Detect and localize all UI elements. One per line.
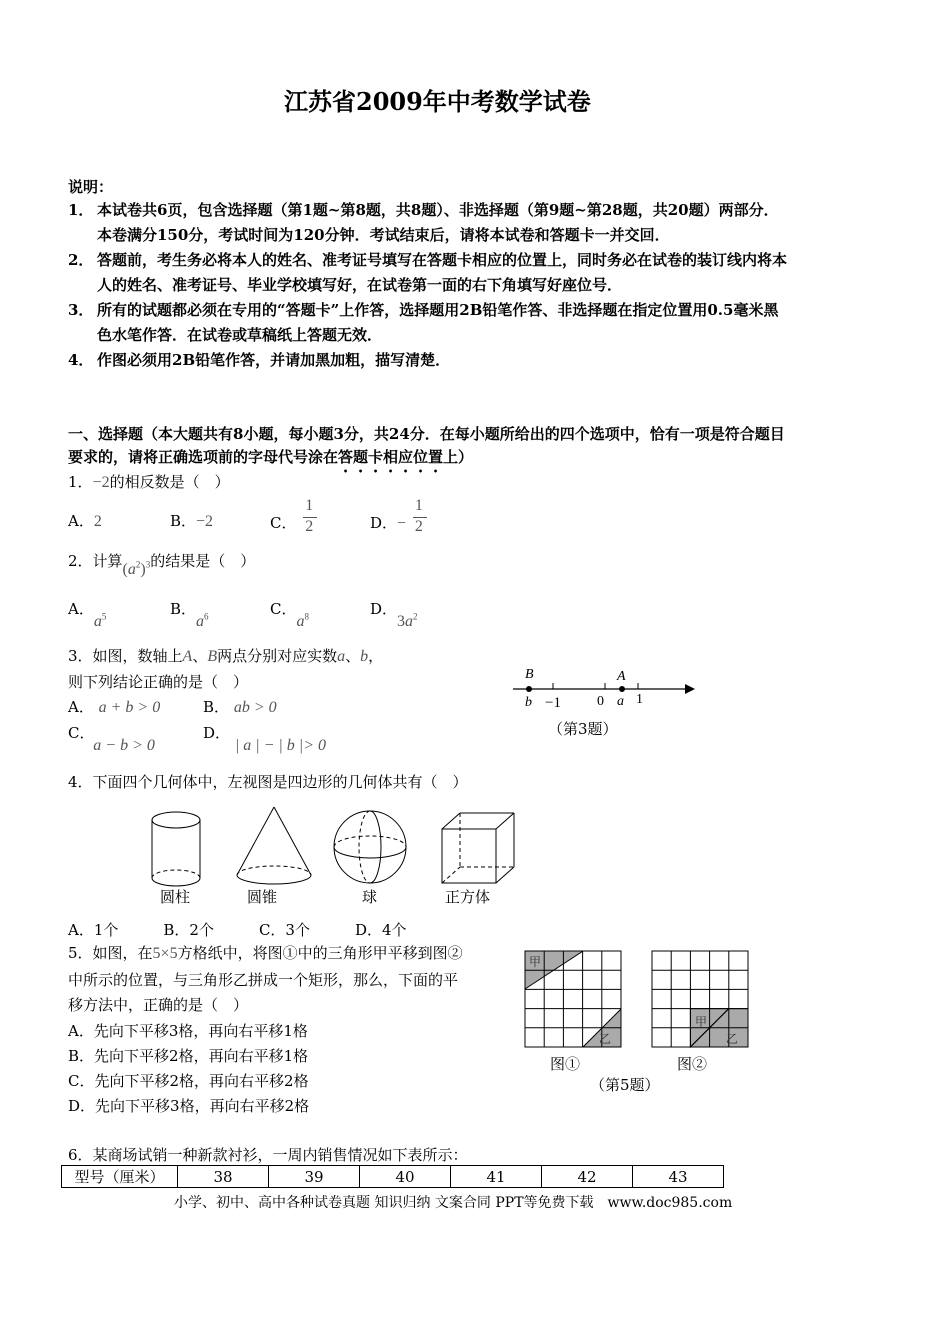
note-line: 本卷满分150分，考试时间为120分钟．考试结束后，请将本试卷和答题卡一并交回． — [97, 226, 670, 244]
note-line: 人的姓名、准考证号、毕业学校填写好，在试卷第一面的右下角填写好座位号． — [97, 276, 623, 294]
label-jia: 甲 — [529, 955, 542, 969]
section-heading-text: 上） — [443, 448, 474, 466]
note-line: 色水笔作答．在试卷或草稿纸上答题无效． — [97, 326, 383, 344]
question-6-stem: 6．某商场试销一种新款衬衫，一周内销售情况如下表所示： — [68, 1146, 468, 1164]
table-cell: 43 — [633, 1166, 724, 1188]
note-num: 1． — [68, 201, 94, 219]
tick-label-minus-one: −1 — [545, 695, 561, 711]
option-value: | a | − | b |> 0 — [234, 737, 326, 754]
cylinder-shape — [152, 812, 200, 886]
table-cell: 42 — [542, 1166, 633, 1188]
question-5-stem-line2: 中所示的位置，与三角形乙拼成一个矩形，那么，下面的平 — [68, 971, 459, 989]
shape-label: 圆锥 — [247, 888, 278, 906]
shape-label: 球 — [362, 888, 378, 906]
option-label: D． — [370, 600, 398, 618]
option-value: ab > 0 — [233, 699, 277, 716]
grid-figure-1 — [524, 950, 624, 1050]
option-label: C． — [270, 600, 297, 618]
question-2-stem — [68, 550, 256, 578]
label-yi: 乙 — [726, 1032, 739, 1046]
cube-shape — [442, 813, 514, 883]
tick-label-zero: 0 — [597, 694, 604, 709]
emphasis-text: 答题卡相应位置 — [338, 448, 444, 466]
q3-option-a[interactable] — [68, 696, 160, 717]
q1-option-b[interactable] — [170, 510, 213, 531]
option-label: C． — [270, 514, 297, 532]
sphere-shape — [334, 811, 406, 883]
q2-option-c[interactable] — [270, 598, 309, 630]
tick-label-one: 1 — [636, 692, 643, 707]
figure-label: 图① — [550, 1055, 581, 1073]
label-a: a — [617, 694, 624, 709]
q1-option-a[interactable] — [68, 510, 102, 531]
note-num: 3． — [68, 301, 94, 319]
math-expression: $(a^2)^3$ — [122, 559, 151, 578]
q1-option-c[interactable] — [270, 497, 319, 542]
notes-heading: 说明： — [68, 178, 114, 196]
math-var: B — [207, 648, 218, 665]
label-jia: 甲 — [695, 1015, 708, 1029]
note-line: 本试卷共6页，包含选择题（第1题~第8题，共8题）、非选择题（第9题~第28题，共20题）两部分． — [97, 201, 779, 219]
point-a-dot — [619, 686, 625, 692]
option-label: A． — [68, 512, 94, 530]
option-label: B． — [170, 512, 197, 530]
question-5-stem-line3: 移方法中，正确的是（ ） — [68, 996, 249, 1014]
fraction-numerator: 1 — [305, 497, 314, 514]
q3-option-b[interactable] — [203, 696, 277, 717]
axis-arrow — [685, 684, 695, 694]
math-var: a — [337, 648, 346, 665]
q5-option-a[interactable]: A．先向下平移3格，再向右平移1格 — [68, 1022, 308, 1040]
option-label: C． — [68, 724, 95, 742]
option-label: D． — [203, 724, 231, 742]
question-text: 2．计算 — [68, 552, 123, 570]
q2-option-b[interactable] — [170, 598, 209, 630]
question-text: 、 — [345, 647, 361, 665]
table-cell: 38 — [178, 1166, 269, 1188]
fraction-numerator: 1 — [414, 497, 423, 514]
q2-option-d[interactable] — [370, 598, 418, 630]
note-line: 作图必须用2B铅笔作答，并请加黑加粗，描写清楚． — [97, 351, 451, 369]
option-label: A． — [68, 600, 94, 618]
q5-option-c[interactable]: C．先向下平移2格，再向右平移2格 — [68, 1072, 309, 1090]
shape-label: 圆柱 — [160, 888, 191, 906]
table-header-cell: 型号（厘米） — [62, 1166, 178, 1188]
math-expression: −2 — [92, 474, 110, 491]
point-b-dot — [526, 686, 532, 692]
q2-option-a[interactable] — [68, 598, 107, 630]
option-value: $a^5$ — [93, 611, 107, 630]
figure-caption: （第5题） — [590, 1076, 660, 1094]
option-value: $3a^2$ — [397, 611, 418, 630]
option-value: −2 — [196, 513, 214, 530]
option-value: a − b > 0 — [93, 737, 155, 754]
option-value: a + b > 0 — [98, 699, 161, 716]
section-heading-text: 要求的，请将正确选项前的字母代号涂在 — [68, 448, 339, 466]
negative-sign: − — [397, 515, 407, 532]
q4-options[interactable]: A．1个 B．2个 C．3个 D．4个 — [68, 921, 407, 939]
cone-shape — [237, 807, 311, 884]
option-value: 2 — [93, 513, 102, 530]
table-cell: 41 — [451, 1166, 542, 1188]
table-cell: 39 — [269, 1166, 360, 1188]
page-footer: 小学、初中、高中各种试卷真题 知识归纳 文案合同 PPT等免费下载 www.doc985.com — [174, 1195, 733, 1211]
question-number: 1． — [68, 473, 93, 491]
table-cell: 40 — [360, 1166, 451, 1188]
label-A: A — [617, 669, 626, 684]
figure-caption: （第3题） — [548, 720, 618, 738]
q3-option-d[interactable] — [203, 722, 326, 754]
math-expression: 5×5 — [152, 945, 178, 962]
shape-label: 正方体 — [445, 888, 491, 906]
math-var: A — [182, 648, 193, 665]
q1-option-d[interactable] — [370, 497, 429, 542]
fraction-denominator: 2 — [414, 518, 423, 535]
question-text: 的相反数是（ ） — [109, 473, 230, 491]
grid-figure-2 — [651, 950, 751, 1050]
question-text: 、 — [192, 647, 208, 665]
option-label: D． — [370, 514, 398, 532]
option-label: A． — [68, 698, 94, 716]
question-text: 3．如图，数轴上 — [68, 647, 183, 665]
fraction-denominator: 2 — [305, 518, 314, 535]
question-5-stem — [68, 942, 463, 963]
question-3-stem-line2: 则下列结论正确的是（ ） — [68, 673, 249, 691]
option-label: B． — [170, 600, 197, 618]
question-text: 的结果是（ ） — [150, 552, 256, 570]
label-b: b — [525, 695, 532, 710]
question-3-stem — [68, 645, 383, 666]
label-B: B — [525, 667, 534, 682]
note-line: 答题前，考生务必将本人的姓名、准考证号填写在答题卡相应的位置上，同时务必在试卷的装订线内将本 — [97, 251, 788, 269]
question-text: ， — [368, 647, 384, 665]
q5-option-d[interactable]: D．先向下平移3格，再向右平移2格 — [68, 1097, 310, 1115]
question-text: 5．如图，在 — [68, 944, 153, 962]
q5-option-b[interactable]: B．先向下平移2格，再向右平移1格 — [68, 1047, 309, 1065]
question-4-stem: 4．下面四个几何体中，左视图是四边形的几何体共有（ ） — [68, 773, 468, 791]
question-text: 方格纸中，将图①中的三角形甲平移到图② — [177, 944, 463, 962]
fraction — [411, 497, 429, 537]
note-num: 4． — [68, 351, 94, 369]
sizes-table — [61, 1165, 724, 1188]
label-yi: 乙 — [599, 1032, 612, 1046]
math-var: b — [360, 648, 369, 665]
note-line: 所有的试题都必须在专用的“答题卡”上作答，选择题用2B铅笔作答、非选择题在指定位置用0.5毫米黑 — [97, 301, 779, 319]
q3-option-c[interactable] — [68, 722, 161, 754]
option-value: $a^8$ — [296, 611, 309, 630]
table-row — [62, 1166, 724, 1188]
page-title: 江苏省2009年中考数学试卷 — [284, 87, 591, 116]
note-num: 2． — [68, 251, 94, 269]
option-value: $a^6$ — [196, 611, 209, 630]
option-label: B． — [203, 698, 230, 716]
section-heading: 一、选择题（本大题共有8小题，每小题3分，共24分．在每小题所给出的四个选项中，恰有一项是符合题目 — [68, 425, 785, 443]
question-text: 两点分别对应实数 — [217, 647, 338, 665]
fraction — [301, 497, 319, 537]
figure-label: 图② — [677, 1055, 708, 1073]
question-1-stem — [68, 471, 230, 492]
